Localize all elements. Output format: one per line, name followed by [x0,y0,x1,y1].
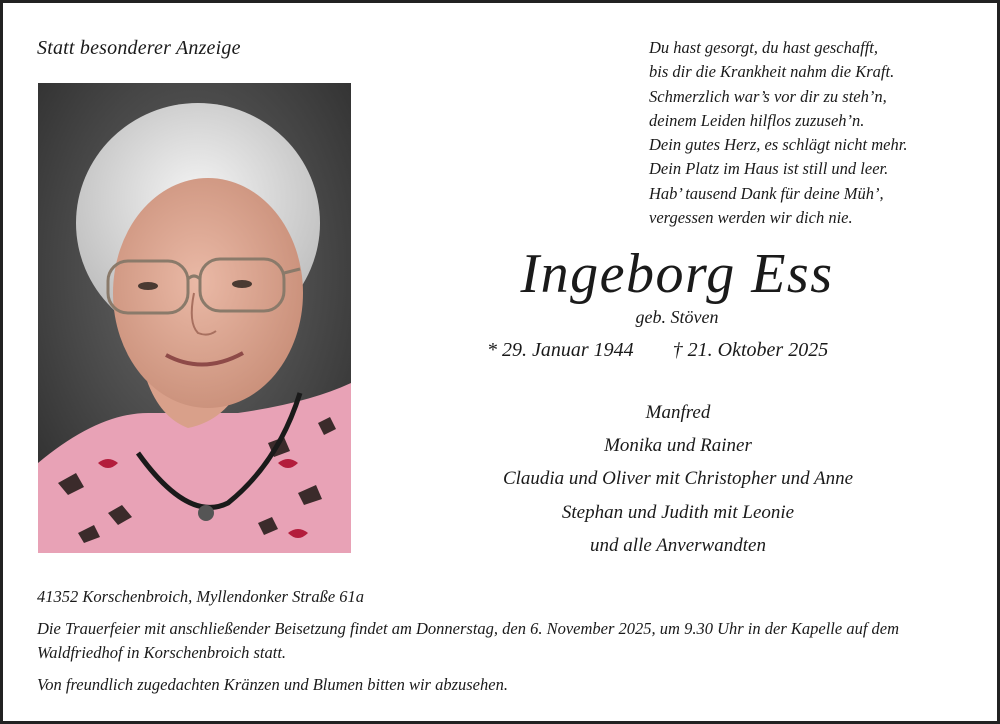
mourner-entry: Manfred [645,402,711,423]
life-dates [487,339,828,362]
poem-line: Hab’ tausend Dank für deine Müh’, [649,183,884,203]
poem-line: deinem Leiden hilflos zuzuseh’n. [649,110,865,130]
notice-type-label: Statt besonderer Anzeige [37,37,241,59]
mourner-entry: Claudia und Oliver mit Christopher und Anne [502,468,854,490]
flowers-request: Von freundlich zugedachten Kränzen und Blumen bitten wir abzusehen. [37,675,508,694]
mourners-list [433,396,923,562]
mourner-entry: und alle Anverwandten [590,534,766,556]
poem-line: Du hast gesorgt, du hast geschafft, [649,38,879,57]
birth-date: * 29. Januar 1944 [487,339,634,361]
poem-line: Dein Platz im Haus ist still und leer. [649,159,889,179]
portrait-photo [38,83,351,553]
footer-info [37,585,977,697]
deceased-name: Ingeborg Ess [520,243,834,305]
memorial-poem [649,36,979,230]
poem-line: Dein gutes Herz, es schlägt nicht mehr. [649,135,908,155]
poem-line: vergessen werden wir dich nie. [649,208,853,228]
funeral-details: Die Trauerfeier mit anschließender Beisetzung findet am Donnerstag, den 6. November 2025, um 9.30 Uhr in der Kapelle auf dem Waldfriedhof in Korschenbroich statt. [37,619,900,662]
family-address: 41352 Korschenbroich, Myllendonker Straße 61a [37,587,365,606]
mourner-entry: Monika und Rainer [604,435,752,457]
poem-line: Schmerzlich war’s vor dir zu steh’n, [649,86,887,106]
mourner-entry: Stephan und Judith mit Leonie [561,501,795,523]
poem-line: bis dir die Krankheit nahm die Kraft. [649,62,895,82]
death-date: † 21. Oktober 2025 [672,339,829,361]
maiden-name: geb. Stöven [635,307,719,327]
